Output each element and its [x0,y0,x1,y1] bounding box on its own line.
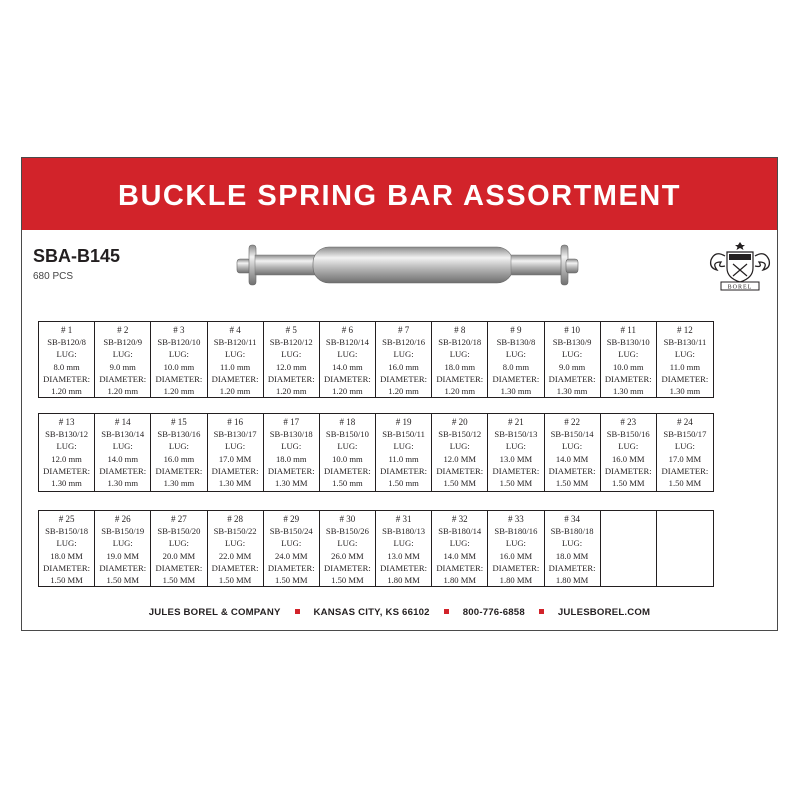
diameter-label: DIAMETER: [661,465,709,476]
item-code: SB-B130/10 [606,337,650,348]
diameter-label: DIAMETER: [211,562,259,573]
lug-label: LUG: [168,441,189,452]
lug-value: 18.0 mm [275,453,307,464]
spec-cell [264,322,320,397]
diameter-value: 1.20 mm [275,386,307,397]
item-number: # 17 [283,417,300,427]
lug-value: 14.0 MM [443,550,476,561]
lug-label: LUG: [618,349,639,360]
item-number: # 11 [620,325,636,335]
diameter-value: 1.30 mm [669,386,701,397]
product-sku: SBA-B145 [33,246,121,266]
item-number: # 8 [454,325,466,335]
spring-bar-icon [233,241,583,289]
empty-cell [657,511,713,586]
spec-cell [320,511,376,586]
lug-value: 9.0 mm [558,361,586,372]
spec-cell [601,322,657,397]
item-code: SB-B120/11 [213,337,257,348]
diameter-value: 1.30 mm [556,386,588,397]
lug-value: 10.0 mm [612,361,644,372]
footer [22,607,777,618]
diameter-label: DIAMETER: [155,562,203,573]
lug-value: 10.0 mm [163,361,195,372]
diameter-label: DIAMETER: [324,465,371,476]
item-number: # 10 [564,325,580,335]
diameter-value: 1.20 mm [107,386,139,397]
diameter-label: DIAMETER: [380,373,427,384]
diameter-value: 1.50 MM [331,575,364,586]
item-number: # 14 [114,417,131,427]
item-number: # 13 [58,417,75,427]
lug-value: 14.0 mm [332,361,363,372]
diameter-label: DIAMETER: [267,562,315,573]
spec-cell [264,511,320,586]
lug-value: 18.0 MM [555,550,589,561]
lug-label: LUG: [393,538,414,549]
lug-label: LUG: [449,538,470,549]
diameter-value: 1.20 mm [51,386,82,397]
lug-value: 13.0 MM [499,453,533,464]
diameter-label: DIAMETER: [492,562,540,573]
diameter-value: 1.50 MM [443,478,476,489]
item-number: # 16 [227,417,243,427]
item-number: # 31 [395,514,412,524]
lug-label: LUG: [56,441,77,452]
lug-label: LUG: [225,349,246,360]
diameter-label: DIAMETER: [436,562,484,573]
item-code: SB-B120/12 [269,337,313,348]
diameter-value: 1.50 MM [275,575,308,586]
lug-value: 8.0 mm [502,361,530,372]
lug-value: 19.0 MM [106,550,139,561]
item-code: SB-B130/18 [269,429,313,440]
lug-label: LUG: [225,441,246,452]
lug-label: LUG: [674,441,695,452]
diameter-label: DIAMETER: [492,465,540,476]
lug-label: LUG: [281,441,302,452]
diameter-value: 1.50 MM [218,575,252,586]
spec-cell [95,414,151,491]
item-code: SB-B150/26 [325,526,369,537]
diameter-value: 1.80 MM [443,575,476,586]
diameter-value: 1.30 mm [51,478,82,489]
lug-label: LUG: [562,349,583,360]
diameter-label: DIAMETER: [436,373,484,384]
diameter-value: 1.30 MM [275,478,308,489]
diameter-label: DIAMETER: [380,562,427,573]
diameter-value: 1.20 mm [444,386,476,397]
diameter-value: 1.20 mm [163,386,195,397]
spec-cell [320,322,376,397]
diameter-label: DIAMETER: [43,373,90,384]
diameter-label: DIAMETER: [155,465,203,476]
item-code: SB-B150/22 [213,526,257,537]
diameter-label: DIAMETER: [661,373,709,384]
spec-cell [95,322,151,397]
diameter-value: 1.30 MM [218,478,252,489]
item-number: # 18 [339,417,356,427]
item-code: SB-B150/16 [606,429,650,440]
lug-label: LUG: [337,349,358,360]
page-title: BUCKLE SPRING BAR ASSORTMENT [118,179,681,212]
lug-value: 11.0 mm [669,361,701,372]
spec-cell [39,511,95,586]
item-number: # 27 [171,514,187,524]
spec-cell [432,322,488,397]
lug-value: 18.0 mm [444,361,476,372]
diameter-label: DIAMETER: [43,465,90,476]
item-code: SB-B150/12 [438,429,482,440]
separator-square [539,609,544,614]
spec-cell [264,414,320,491]
item-number: # 19 [395,417,412,427]
lug-label: LUG: [112,538,133,549]
item-code: SB-B130/8 [496,337,536,348]
lug-value: 10.0 mm [332,453,363,464]
item-number: # 33 [508,514,524,524]
item-code: SB-B150/24 [269,526,313,537]
lug-label: LUG: [337,441,358,452]
spec-cell [432,414,488,491]
diameter-value: 1.30 mm [107,478,139,489]
item-number: # 20 [451,417,468,427]
spec-cell [376,511,432,586]
lug-label: LUG: [225,538,246,549]
diameter-value: 1.30 mm [612,386,644,397]
lug-value: 22.0 MM [218,550,252,561]
spec-cell [432,511,488,586]
item-code: SB-B120/10 [157,337,201,348]
lug-label: LUG: [505,441,526,452]
spec-cell [545,511,601,586]
item-code: SB-B180/18 [550,526,594,537]
lug-label: LUG: [168,349,189,360]
lug-label: LUG: [562,441,583,452]
lug-value: 14.0 mm [107,453,139,464]
diameter-value: 1.80 MM [387,575,420,586]
diameter-label: DIAMETER: [380,465,427,476]
diameter-label: DIAMETER: [604,373,652,384]
lug-label: LUG: [56,349,77,360]
spec-cell [208,511,264,586]
item-number: # 1 [60,325,73,335]
item-number: # 9 [510,325,522,335]
item-number: # 3 [173,325,185,335]
diameter-label: DIAMETER: [43,562,90,573]
item-number: # 6 [341,325,354,335]
lug-value: 16.0 mm [388,361,419,372]
spec-row-3 [38,510,714,587]
lug-label: LUG: [281,349,302,360]
diameter-label: DIAMETER: [99,562,147,573]
diameter-value: 1.80 MM [499,575,533,586]
diameter-value: 1.20 mm [332,386,363,397]
lug-label: LUG: [56,538,77,549]
diameter-label: DIAMETER: [548,465,596,476]
lug-label: LUG: [112,441,133,452]
diameter-label: DIAMETER: [211,373,259,384]
lug-label: LUG: [393,441,414,452]
spec-cell [95,511,151,586]
separator-square [295,609,300,614]
spec-cell [488,511,544,586]
diameter-label: DIAMETER: [492,373,540,384]
lug-label: LUG: [505,349,526,360]
diameter-value: 1.50 MM [499,478,533,489]
item-number: # 29 [283,514,300,524]
diameter-value: 1.50 MM [162,575,196,586]
lug-value: 16.0 MM [612,453,645,464]
spec-row-2 [38,413,714,492]
diameter-label: DIAMETER: [211,465,259,476]
item-code: SB-B150/11 [382,429,425,440]
item-code: SB-B130/12 [45,429,89,440]
lug-value: 12.0 mm [51,453,82,464]
diameter-value: 1.50 mm [332,478,363,489]
lug-value: 13.0 MM [387,550,420,561]
lug-label: LUG: [168,538,189,549]
lug-label: LUG: [112,349,133,360]
diameter-value: 1.80 MM [555,575,589,586]
spec-cell [151,414,207,491]
item-code: SB-B120/8 [47,337,86,348]
item-number: # 22 [564,417,580,427]
item-code: SB-B150/13 [494,429,538,440]
item-code: SB-B120/18 [438,337,482,348]
item-code: SB-B130/16 [157,429,201,440]
item-number: # 2 [117,325,129,335]
lug-label: LUG: [505,538,526,549]
item-code: SB-B130/17 [213,429,257,440]
company-name: JULES BOREL & COMPANY [148,607,281,618]
diameter-value: 1.50 MM [668,478,702,489]
item-code: SB-B120/9 [103,337,143,348]
spec-cell [488,414,544,491]
lug-value: 9.0 mm [109,361,136,372]
borel-crest-logo [707,238,773,294]
spec-cell [208,322,264,397]
piece-count: 680 PCS [33,271,74,282]
diameter-value: 1.50 MM [50,575,83,586]
spec-row-1 [38,321,714,398]
lug-value: 17.0 MM [668,453,702,464]
item-code: SB-B120/16 [382,337,426,348]
spec-cell [488,322,544,397]
diameter-label: DIAMETER: [548,562,596,573]
item-number: # 32 [451,514,468,524]
diameter-label: DIAMETER: [548,373,596,384]
item-code: SB-B150/14 [550,429,594,440]
item-number: # 12 [677,325,693,335]
spec-cell [151,322,207,397]
company-website: JULESBOREL.COM [557,607,651,618]
title-banner [22,158,777,230]
diameter-value: 1.30 mm [500,386,532,397]
spec-cell [208,414,264,491]
spec-cell [151,511,207,586]
spec-cell [601,414,657,491]
lug-value: 8.0 mm [53,361,80,372]
item-code: SB-B150/10 [325,429,369,440]
spec-cell [39,414,95,491]
diameter-label: DIAMETER: [267,465,315,476]
company-city: KANSAS CITY, KS 66102 [313,607,430,618]
diameter-label: DIAMETER: [436,465,484,476]
diameter-label: DIAMETER: [99,465,147,476]
item-number: # 34 [564,514,580,524]
spec-cell [545,414,601,491]
lug-value: 12.0 MM [443,453,476,464]
lug-label: LUG: [337,538,358,549]
lug-value: 18.0 MM [50,550,83,561]
lug-value: 12.0 mm [275,361,307,372]
lug-value: 16.0 MM [499,550,533,561]
item-code: SB-B150/20 [157,526,201,537]
item-number: # 23 [620,417,637,427]
company-phone: 800-776-6858 [462,607,525,618]
diameter-value: 1.50 MM [555,478,589,489]
item-number: # 4 [229,325,241,335]
diameter-label: DIAMETER: [324,562,371,573]
spec-cell [545,322,601,397]
lug-value: 11.0 mm [388,453,419,464]
lug-value: 20.0 MM [162,550,196,561]
lug-label: LUG: [674,349,695,360]
lug-value: 26.0 MM [331,550,364,561]
item-number: # 30 [339,514,356,524]
item-number: # 21 [508,417,524,427]
lug-label: LUG: [618,441,639,452]
spec-cell [320,414,376,491]
spec-cell [376,414,432,491]
item-code: SB-B130/14 [101,429,145,440]
lug-label: LUG: [393,349,414,360]
item-number: # 5 [285,325,297,335]
lug-label: LUG: [449,349,470,360]
spec-cell [657,322,713,397]
diameter-label: DIAMETER: [604,465,652,476]
item-number: # 25 [58,514,75,524]
diameter-value: 1.50 mm [388,478,419,489]
item-code: SB-B180/16 [494,526,538,537]
spec-cell [657,414,713,491]
empty-cell [601,511,657,586]
item-code: SB-B150/19 [101,526,145,537]
item-code: SB-B150/18 [45,526,89,537]
spec-cell [39,322,95,397]
item-number: # 28 [227,514,243,524]
item-code: SB-B130/11 [663,337,707,348]
diameter-label: DIAMETER: [324,373,371,384]
item-number: # 15 [171,417,187,427]
item-code: SB-B180/13 [382,526,426,537]
diameter-value: 1.50 MM [612,478,645,489]
lug-value: 11.0 mm [219,361,251,372]
lug-value: 24.0 MM [275,550,308,561]
item-code: SB-B180/14 [438,526,482,537]
diameter-label: DIAMETER: [267,373,315,384]
lug-value: 16.0 mm [163,453,195,464]
lug-label: LUG: [562,538,583,549]
diameter-label: DIAMETER: [155,373,203,384]
lug-value: 14.0 MM [555,453,589,464]
spec-cell [376,322,432,397]
item-number: # 24 [677,417,693,427]
diameter-value: 1.20 mm [219,386,251,397]
item-code: SB-B120/14 [325,337,369,348]
item-number: # 7 [397,325,410,335]
lug-label: LUG: [449,441,470,452]
item-number: # 26 [114,514,131,524]
diameter-label: DIAMETER: [99,373,147,384]
lug-label: LUG: [281,538,302,549]
item-code: SB-B130/9 [552,337,592,348]
lug-value: 17.0 MM [218,453,252,464]
logo-text: BOREL [727,284,753,291]
separator-square [444,609,449,614]
diameter-value: 1.30 mm [163,478,195,489]
diameter-value: 1.20 mm [388,386,419,397]
diameter-value: 1.50 MM [106,575,139,586]
item-code: SB-B150/17 [663,429,707,440]
